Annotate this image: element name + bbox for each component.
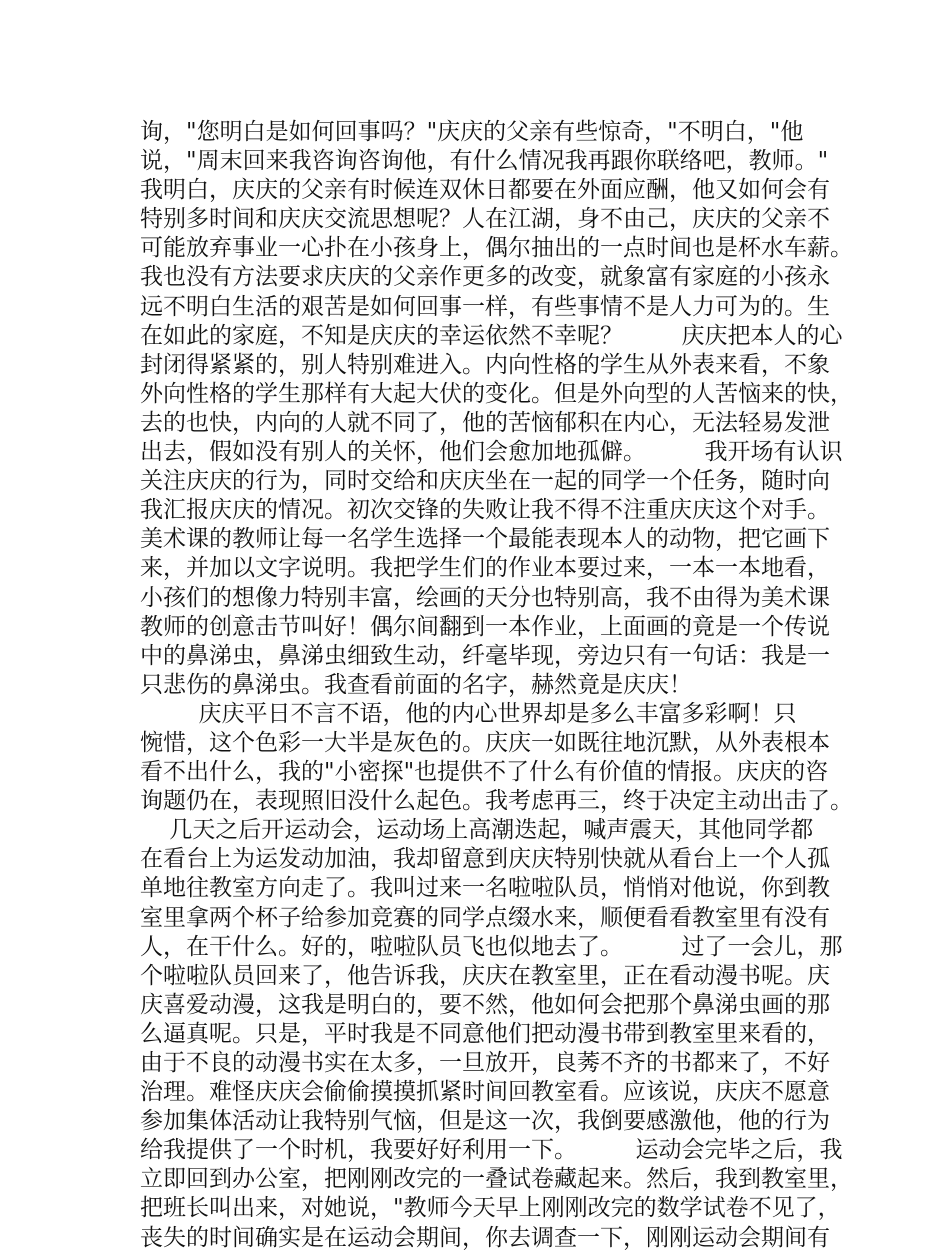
text-line: 么逼真呢。只是，平时我是不同意他们把动漫书带到教室里来看的， [140, 1020, 830, 1047]
text-line: 看不出什么，我的"小密探"也提供不了什么有价值的情报。庆庆的咨 [140, 759, 829, 786]
text-line: 给我提供了一个时机，我要好好利用一下。 运动会完毕之后，我 [140, 1137, 843, 1164]
text-line: 人，在干什么。好的，啦啦队员飞也似地去了。 过了一会儿，那 [140, 933, 843, 960]
text-line: 惋惜，这个色彩一大半是灰色的。庆庆一如既往地沉默，从外表根本 [140, 729, 830, 756]
text-line: 把班长叫出来，对她说，"教师今天早上刚刚改完的数学试卷不见了， [140, 1195, 841, 1222]
text-line: 来，并加以文字说明。我把学生们的作业本要过来，一本一本地看， [140, 555, 830, 582]
text-line: 只悲伤的鼻涕虫。我查看前面的名字，赫然竟是庆庆！ [140, 671, 692, 698]
text-line: 在如此的家庭，不知是庆庆的幸运依然不幸呢？ 庆庆把本人的心 [140, 322, 843, 349]
text-line: 外向性格的学生那样有大起大伏的变化。但是外向型的人苦恼来的快， [140, 380, 853, 407]
text-line: 美术课的教师让每一名学生选择一个最能表现本人的动物，把它画下 [140, 526, 830, 553]
text-line: 封闭得紧紧的，别人特别难进入。内向性格的学生从外表来看，不象 [140, 351, 830, 378]
text-line: 参加集体活动让我特别气恼，但是这一次，我倒要感激他，他的行为 [140, 1108, 830, 1135]
text-line: 个啦啦队员回来了，他告诉我，庆庆在教室里，正在看动漫书呢。庆 [140, 962, 830, 989]
text-line: 中的鼻涕虫，鼻涕虫细致生动，纤毫毕现，旁边只有一句话：我是一 [140, 642, 830, 669]
text-line: 询题仍在，表现照旧没什么起色。我考虑再三，终于决定主动出击了。 [140, 788, 853, 815]
text-line: 立即回到办公室，把刚刚改完的一叠试卷藏起来。然后，我到教室里， [140, 1166, 853, 1193]
text-line: 单地往教室方向走了。我叫过来一名啦啦队员，悄悄对他说，你到教 [140, 875, 830, 902]
text-line: 庆喜爱动漫，这我是明白的，要不然，他如何会把那个鼻涕虫画的那 [140, 991, 830, 1018]
text-line: 远不明白生活的艰苦是如何回事一样，有些事情不是人力可为的。生 [140, 293, 830, 320]
text-line: 庆庆平日不言不语，他的内心世界却是多么丰富多彩啊！只 [140, 700, 797, 727]
text-line: 教师的创意击节叫好！偶尔间翻到一本作业，上面画的竟是一个传说 [140, 613, 830, 640]
body-text [140, 118, 853, 1253]
text-line: 去的也快，内向的人就不同了，他的苦恼郁积在内心，无法轻易发泄 [140, 409, 830, 436]
text-line: 我也没有方法要求庆庆的父亲作更多的改变，就象富有家庭的小孩永 [140, 264, 830, 291]
text-line: 询，"您明白是如何回事吗？"庆庆的父亲有些惊奇，"不明白，"他 [140, 119, 804, 145]
text-line: 几天之后开运动会，运动场上高潮迭起，喊声震天，其他同学都 [140, 817, 814, 844]
text-line: 关注庆庆的行为，同时交给和庆庆坐在一起的同学一个任务，随时向 [140, 468, 830, 495]
text-line: 特别多时间和庆庆交流思想呢？人在江湖，身不由己，庆庆的父亲不 [140, 206, 830, 233]
text-line: 我明白，庆庆的父亲有时候连双休日都要在外面应酬，他又如何会有 [140, 177, 830, 204]
text-line: 说，"周末回来我咨询咨询他，有什么情况我再跟你联络吧，教师。" [140, 148, 829, 175]
text-line: 治理。难怪庆庆会偷偷摸摸抓紧时间回教室看。应该说，庆庆不愿意 [140, 1079, 830, 1106]
text-line: 丧失的时间确实是在运动会期间，你去调查一下，刚刚运动会期间有 [140, 1224, 830, 1251]
text-line: 在看台上为运发动加油，我却留意到庆庆特别快就从看台上一个人孤 [140, 846, 830, 873]
text-line: 室里拿两个杯子给参加竞赛的同学点缀水来，顺便看看教室里有没有 [140, 904, 830, 931]
text-line: 可能放弃事业一心扑在小孩身上，偶尔抽出的一点时间也是杯水车薪。 [140, 235, 853, 262]
text-line: 由于不良的动漫书实在太多，一旦放开，良莠不齐的书都来了，不好 [140, 1050, 830, 1076]
text-line: 小孩们的想像力特别丰富，绘画的天分也特别高，我不由得为美术课 [140, 584, 830, 611]
text-line: 出去，假如没有别人的关怀，他们会愈加地孤僻。 我开场有认识 [140, 439, 843, 466]
text-line: 我汇报庆庆的情况。初次交锋的失败让我不得不注重庆庆这个对手。 [140, 497, 830, 524]
